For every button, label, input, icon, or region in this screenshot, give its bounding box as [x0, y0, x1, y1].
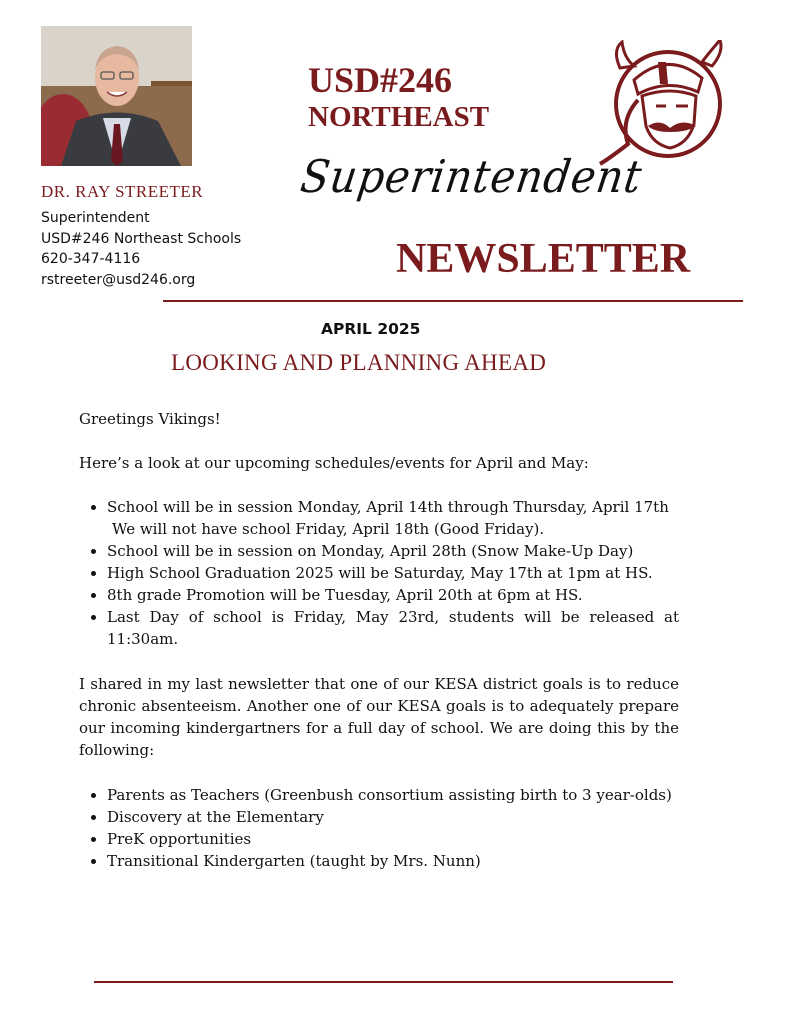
- issue-date: APRIL 2025: [321, 320, 421, 338]
- programs-list: [79, 784, 679, 872]
- superintendent-photo: [41, 26, 192, 166]
- event-note: We will not have school Friday, April 18th (Good Friday).: [112, 520, 545, 538]
- list-item: • 8th grade Promotion will be Tuesday, April 20th at 6pm at HS.: [107, 584, 679, 606]
- list-item: • PreK opportunities: [107, 828, 679, 850]
- list-item: • Last Day of school is Friday, May 23rd, students will be released at 11:30am.: [107, 606, 679, 650]
- newsletter-body: [79, 408, 679, 872]
- events-intro: Here’s a look at our upcoming schedules/events for April and May:: [79, 454, 589, 472]
- list-item: • Transitional Kindergarten (taught by Mrs. Nunn): [107, 850, 679, 872]
- district-subtitle: NORTHEAST: [308, 101, 490, 133]
- script-title: Superintendent: [297, 150, 646, 203]
- district-title: USD#246: [308, 60, 453, 100]
- superintendent-name: DR. RAY STREETER: [41, 182, 204, 201]
- superintendent-title: Superintendent: [41, 210, 150, 226]
- kesa-paragraph: I shared in my last newsletter that one of our KESA district goals is to reduce chronic absenteeism. Another one of our KESA goals is to adequately prepare our incoming kindergartners for a full day of school. We are doing this by the following:: [79, 675, 679, 759]
- list-item: • School will be in session on Monday, April 28th (Snow Make-Up Day): [107, 540, 679, 562]
- list-item: • School will be in session Monday, April 14th through Thursday, April 17th We will not have school Friday, April 18th (Good Friday).: [107, 496, 679, 540]
- footer-divider: [94, 981, 673, 983]
- superintendent-org: USD#246 Northeast Schools: [41, 230, 242, 247]
- header-divider: [163, 300, 743, 302]
- viking-head-logo-icon: [598, 40, 733, 168]
- list-item: • High School Graduation 2025 will be Saturday, May 17th at 1pm at HS.: [107, 562, 679, 584]
- list-item: • Parents as Teachers (Greenbush consortium assisting birth to 3 year-olds): [107, 784, 679, 806]
- newsletter-title: NEWSLETTER: [396, 236, 691, 282]
- superintendent-phone: 620-347-4116: [41, 251, 141, 267]
- issue-headline: LOOKING AND PLANNING AHEAD: [171, 350, 547, 375]
- events-list: [79, 496, 679, 650]
- superintendent-contact: [41, 208, 241, 290]
- superintendent-email[interactable]: rstreeter@usd246.org: [41, 271, 196, 288]
- greeting: Greetings Vikings!: [79, 410, 221, 428]
- list-item: • Discovery at the Elementary: [107, 806, 679, 828]
